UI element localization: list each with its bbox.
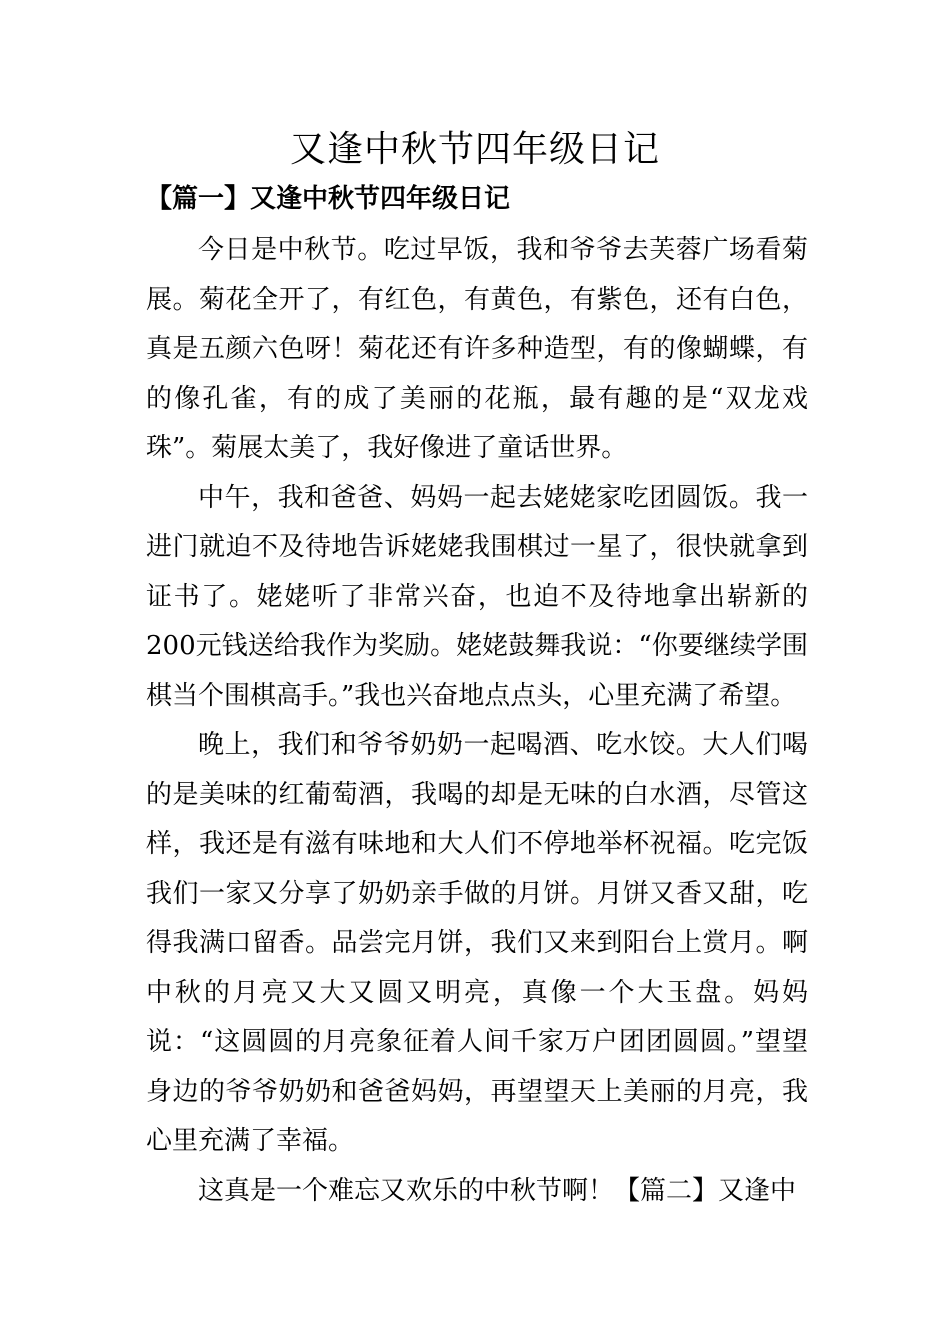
paragraph: 晚上，我们和爷爷奶奶一起喝酒、吃水饺。大人们喝的是美味的红葡萄酒，我喝的却是无味的白水酒，尽管这样，我还是有滋有味地和大人们不停地举杯祝福。吃完饭我们一家又分享了奶奶亲手做的月饼。月饼又香又甜，吃得我满口留香。品尝完月饼，我们又来到阳台上赏月。啊中秋的月亮又大又圆又明亮，真像一个大玉盘。妈妈说：“这圆圆的月亮象征着人间千家万户团团圆圆。”望望身边的爷爷奶奶和爸爸妈妈，再望望天上美丽的月亮，我心里充满了幸福。 xyxy=(146,730,808,1156)
document-body xyxy=(146,226,808,1216)
section-heading: 【篇一】又逢中秋节四年级日记 xyxy=(146,184,511,214)
paragraph: 中午，我和爸爸、妈妈一起去姥姥家吃团圆饭。我一进门就迫不及待地告诉姥姥我围棋过一星了，很快就拿到证书了。姥姥听了非常兴奋，也迫不及待地拿出崭新的200元钱送给我作为奖励。姥姥鼓舞我说：“你要继续学围棋当个围棋高手。”我也兴奋地点点头，心里充满了希望。 xyxy=(146,482,808,711)
paragraph: 这真是一个难忘又欢乐的中秋节啊！【篇二】又逢中 xyxy=(198,1175,797,1206)
paragraph: 今日是中秋节。吃过早饭，我和爷爷去芙蓉广场看菊展。菊花全开了，有红色，有黄色，有紫色，还有白色，真是五颜六色呀！菊花还有许多种造型，有的像蝴蝶，有的像孔雀，有的成了美丽的花瓶，最有趣的是“双龙戏珠”。菊展太美了，我好像进了童话世界。 xyxy=(146,235,808,463)
page-title: 又逢中秋节四年级日记 xyxy=(289,129,660,170)
